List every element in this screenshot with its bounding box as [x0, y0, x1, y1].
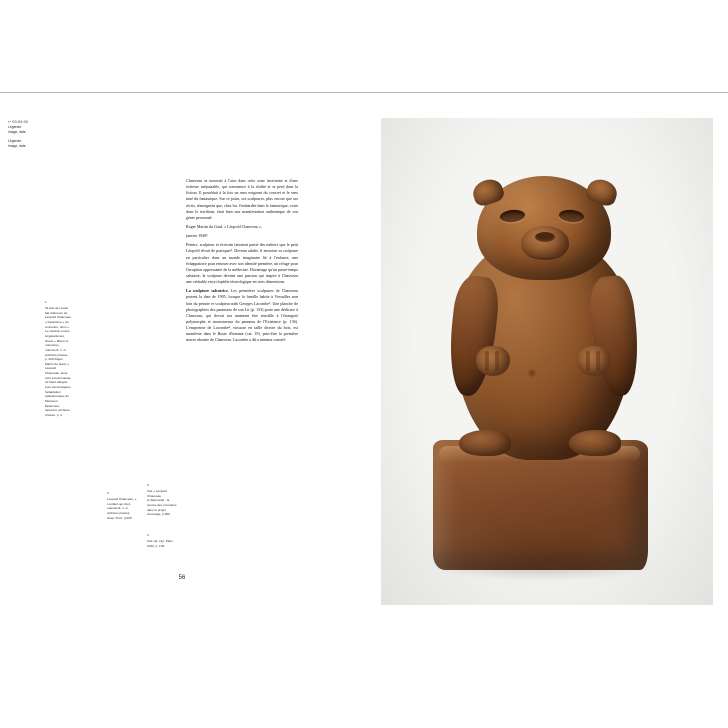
attribution-line: Roger Martin du Gard, « Léopold Chauveau »,: [186, 223, 262, 229]
note-text: Ta tête de l'essai fait référence du Léopold Chauveau « linéarisme » du rencontre, donc « Le caroline et des singularismes, chaux » Mœur et mémoires, mannscrit, n. d., archives privées, p. 229 Roger Martin du Gard, « Léopold Chauveau, texte écrit à la demande de Marc Allégret pour accompagner l'adaptation radiophonique de Monsieur Épaument, tapuscrit, archives privées, p. 4: [45, 306, 71, 417]
sculpture-foot-left: [459, 430, 511, 456]
caption-line: Légende: [8, 125, 22, 130]
page-number: 56: [178, 575, 186, 581]
body-paragraph-runin: [186, 288, 298, 343]
note-number: 3: [147, 483, 149, 487]
body-paragraph: Chauveau se mouvait à l'aise dans cette zone incertaine et d'une richesse inépuisable, qui commence à la réalité et se perd dans la fiction. Il possédait à la fois un sens exigeant du concret et le sens inné du fantastique. Sur ce point, ses sculptures, plus encore que ses récits, témoignent que, chez lui, l'embardée dans le fantastique, voire dans le terrifiant, était bien une manifestation authentique de son génie personnel.: [186, 178, 298, 220]
sculpture-foot-right: [569, 430, 621, 456]
sculpture-nose: [535, 232, 555, 242]
run-in-heading: La sculpture salvatrice.: [186, 288, 229, 294]
right-page: [364, 93, 728, 728]
note-text: Voir cat. exp. Paris 2012, p. 136: [147, 539, 173, 548]
note-text: Léopold Chauveau, « L'enfant qui chez, manuscrit, n. d., archives privées, chap. XLIX, p.000: [107, 497, 137, 520]
note-number: 4: [147, 533, 149, 537]
body-paragraph: Peintre, sculpteur et écrivain faisaient partie des métiers que le petit Léopold rêvait de pratiquer². Devenu adulte, il enracine sa sculpture en particulier dans un monde imaginaire lié à l'enfance, une échappatoire pour renouer avec son identité première, un refuge pour l'irruption oppressante de la médecine. Davantage qu'un passe-temps salutaire, la sculpture devient une passion qui inspire à Chauveau une véritable encyclopédie tératologique en trois dimensions.: [186, 242, 298, 285]
sculpture-mouth: [527, 250, 563, 259]
body-column: [186, 178, 298, 347]
note-text: Voir « Léopold Chauveau (L'Allemand) : la source des encontres dans le projet d'ouvrage, p.000: [147, 489, 177, 517]
caption-line: Légende: [8, 139, 22, 144]
margin-note: [107, 491, 137, 520]
caption-marker: ↵ 00:00:00: [8, 120, 28, 124]
note-number: 1: [45, 300, 47, 304]
run-in-text: Les premières sculptures de Chauveau portent la date de 1905, lorsque la famille habite à Versailles non loin du peintre et sculpteur nabi Georges Lacombe³. Une planche de photographies des panneaux de son Lit (p. 153) porte une dédicace à Chauveau, qui devait not ammemt être sensible à l'étrangeté polymorphe et monstrueuse du panneau de l'Existence (p. 136). L'empreinte de Lacombe⁴, virtuose en taille directe du bois, est manifeste dans le Buste d'homme (cat. 19), peut-être la première œuvre aboutie de Chauveau. Lacombe a dû a minima conseil-: [186, 288, 298, 343]
sculpture-navel: [527, 368, 537, 378]
sculpture-hand-left: [476, 346, 510, 376]
caption-line: image, date: [8, 144, 26, 149]
sculpture-figure: [381, 118, 713, 605]
margin-note: [147, 483, 179, 517]
margin-note: [147, 533, 179, 548]
attribution-line: janvier 1948¹.: [186, 233, 209, 239]
note-number: 2: [107, 491, 109, 495]
sculpture-hand-right: [577, 346, 611, 376]
book-spread: [0, 93, 728, 728]
caption-line: image, date: [8, 130, 26, 135]
caption-block: [8, 120, 54, 149]
plate-photograph: [381, 118, 713, 605]
margin-note: [45, 300, 71, 418]
left-page: [0, 93, 364, 728]
